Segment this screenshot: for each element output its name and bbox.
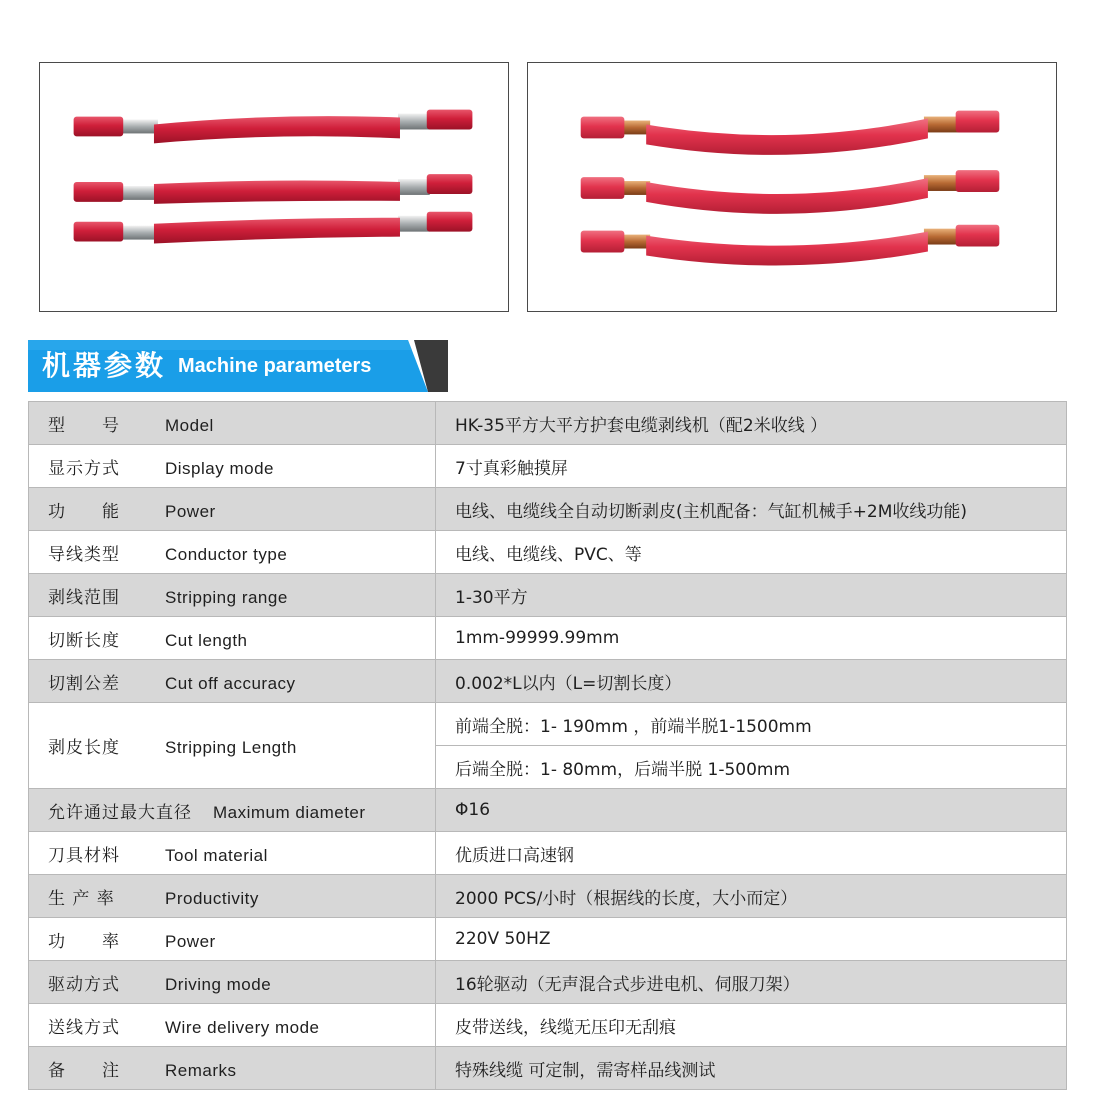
param-value: 优质进口高速钢: [436, 832, 1067, 875]
table-row: [29, 918, 1067, 961]
param-label: [29, 488, 436, 531]
param-name-en: Productivity: [165, 888, 259, 908]
table-row: [29, 574, 1067, 617]
silver-cable-illustration: [40, 63, 508, 311]
param-value: 前端全脱：1- 190mm ，前端半脱1-1500mm: [436, 703, 1067, 746]
param-label: [29, 660, 436, 703]
param-value: Φ16: [436, 789, 1067, 832]
param-value: 2000 PCS/小时（根据线的长度，大小而定）: [436, 875, 1067, 918]
table-row: [29, 617, 1067, 660]
param-name-cn: 允许通过最大直径: [48, 802, 192, 823]
table-row: [29, 703, 1067, 746]
param-value: 220V 50HZ: [436, 918, 1067, 961]
param-name-en: Cut off accuracy: [165, 673, 296, 693]
param-name-cn: 剥皮长度: [48, 738, 120, 758]
param-name-cn: 剥线范围: [48, 587, 120, 608]
param-value: 电线、电缆线、PVC、等: [436, 531, 1067, 574]
param-label: [29, 703, 436, 789]
table-row: [29, 488, 1067, 531]
param-name-cn: 功 能: [48, 501, 120, 522]
product-photo-silver-cable: [39, 62, 509, 312]
cable-3: [581, 225, 1000, 266]
param-name-cn: 导线类型: [48, 544, 120, 565]
table-row: [29, 531, 1067, 574]
param-value: 电线、电缆线全自动切断剥皮(主机配备：气缸机械手+2M收线功能): [436, 488, 1067, 531]
cable-1: [74, 110, 473, 144]
banner-title-en: Machine parameters: [178, 355, 372, 377]
param-name-en: Remarks: [165, 1060, 237, 1080]
param-name-cn: 切断长度: [48, 630, 120, 651]
param-label: [29, 961, 436, 1004]
param-label: [29, 1004, 436, 1047]
param-value: 后端全脱：1- 80mm，后端半脱 1-500mm: [436, 746, 1067, 789]
param-label: [29, 875, 436, 918]
param-value: 7寸真彩触摸屏: [436, 445, 1067, 488]
table-row: [29, 832, 1067, 875]
param-name-en: Cut length: [165, 630, 248, 650]
param-label: [29, 832, 436, 875]
param-name-cn: 功 率: [48, 931, 120, 952]
param-name-en: Display mode: [165, 458, 274, 478]
table-row: [29, 789, 1067, 832]
param-name-cn: 备 注: [48, 1060, 120, 1081]
param-value: 特殊线缆 可定制，需寄样品线测试: [436, 1047, 1067, 1090]
table-row: [29, 660, 1067, 703]
param-value: 1mm-99999.99mm: [436, 617, 1067, 660]
param-name-cn: 驱动方式: [48, 974, 120, 995]
product-photo-copper-cable: [527, 62, 1057, 312]
table-row: [29, 402, 1067, 445]
param-label: [29, 531, 436, 574]
param-value: 1-30平方: [436, 574, 1067, 617]
param-name-en: Model: [165, 415, 214, 435]
param-name-en: Power: [165, 931, 216, 951]
param-label: [29, 402, 436, 445]
param-label: [29, 918, 436, 961]
param-label: [29, 1047, 436, 1090]
param-name-en: Wire delivery mode: [165, 1017, 320, 1037]
param-label: [29, 574, 436, 617]
param-label: [29, 789, 436, 832]
param-name-cn: 切割公差: [48, 673, 120, 694]
table-row: [29, 1004, 1067, 1047]
cable-2: [74, 174, 473, 204]
banner-title-cn: 机器参数: [42, 349, 167, 382]
copper-cable-illustration: [528, 63, 1056, 311]
param-name-en: Stripping Length: [165, 738, 297, 757]
param-value: 皮带送线，线缆无压印无刮痕: [436, 1004, 1067, 1047]
param-name-en: Conductor type: [165, 544, 288, 564]
cable-1: [581, 111, 1000, 155]
param-name-en: Stripping range: [165, 587, 288, 607]
cable-3: [74, 212, 473, 244]
machine-parameters-table: [28, 401, 1067, 1090]
param-label: [29, 445, 436, 488]
table-row: [29, 1047, 1067, 1090]
param-value: 16轮驱动（无声混合式步进电机、伺服刀架）: [436, 961, 1067, 1004]
param-name-cn: 显示方式: [48, 458, 120, 479]
param-name-en: Driving mode: [165, 974, 272, 994]
param-name-cn: 送线方式: [48, 1017, 120, 1038]
cable-2: [581, 170, 1000, 214]
param-name-cn: 型 号: [48, 415, 120, 436]
param-name-cn: 刀具材料: [48, 845, 120, 866]
param-value: 0.002*L以内（L=切割长度）: [436, 660, 1067, 703]
param-label: [29, 617, 436, 660]
param-name-en: Maximum diameter: [213, 802, 366, 822]
param-name-cn: 生 产 率: [48, 888, 115, 909]
table-row: [29, 961, 1067, 1004]
section-banner: [28, 340, 448, 392]
param-name-en: Power: [165, 501, 216, 521]
param-name-en: Tool material: [165, 845, 268, 865]
param-value: HK-35平方大平方护套电缆剥线机（配2米收线 ）: [436, 402, 1067, 445]
table-row: [29, 445, 1067, 488]
table-row: [29, 875, 1067, 918]
